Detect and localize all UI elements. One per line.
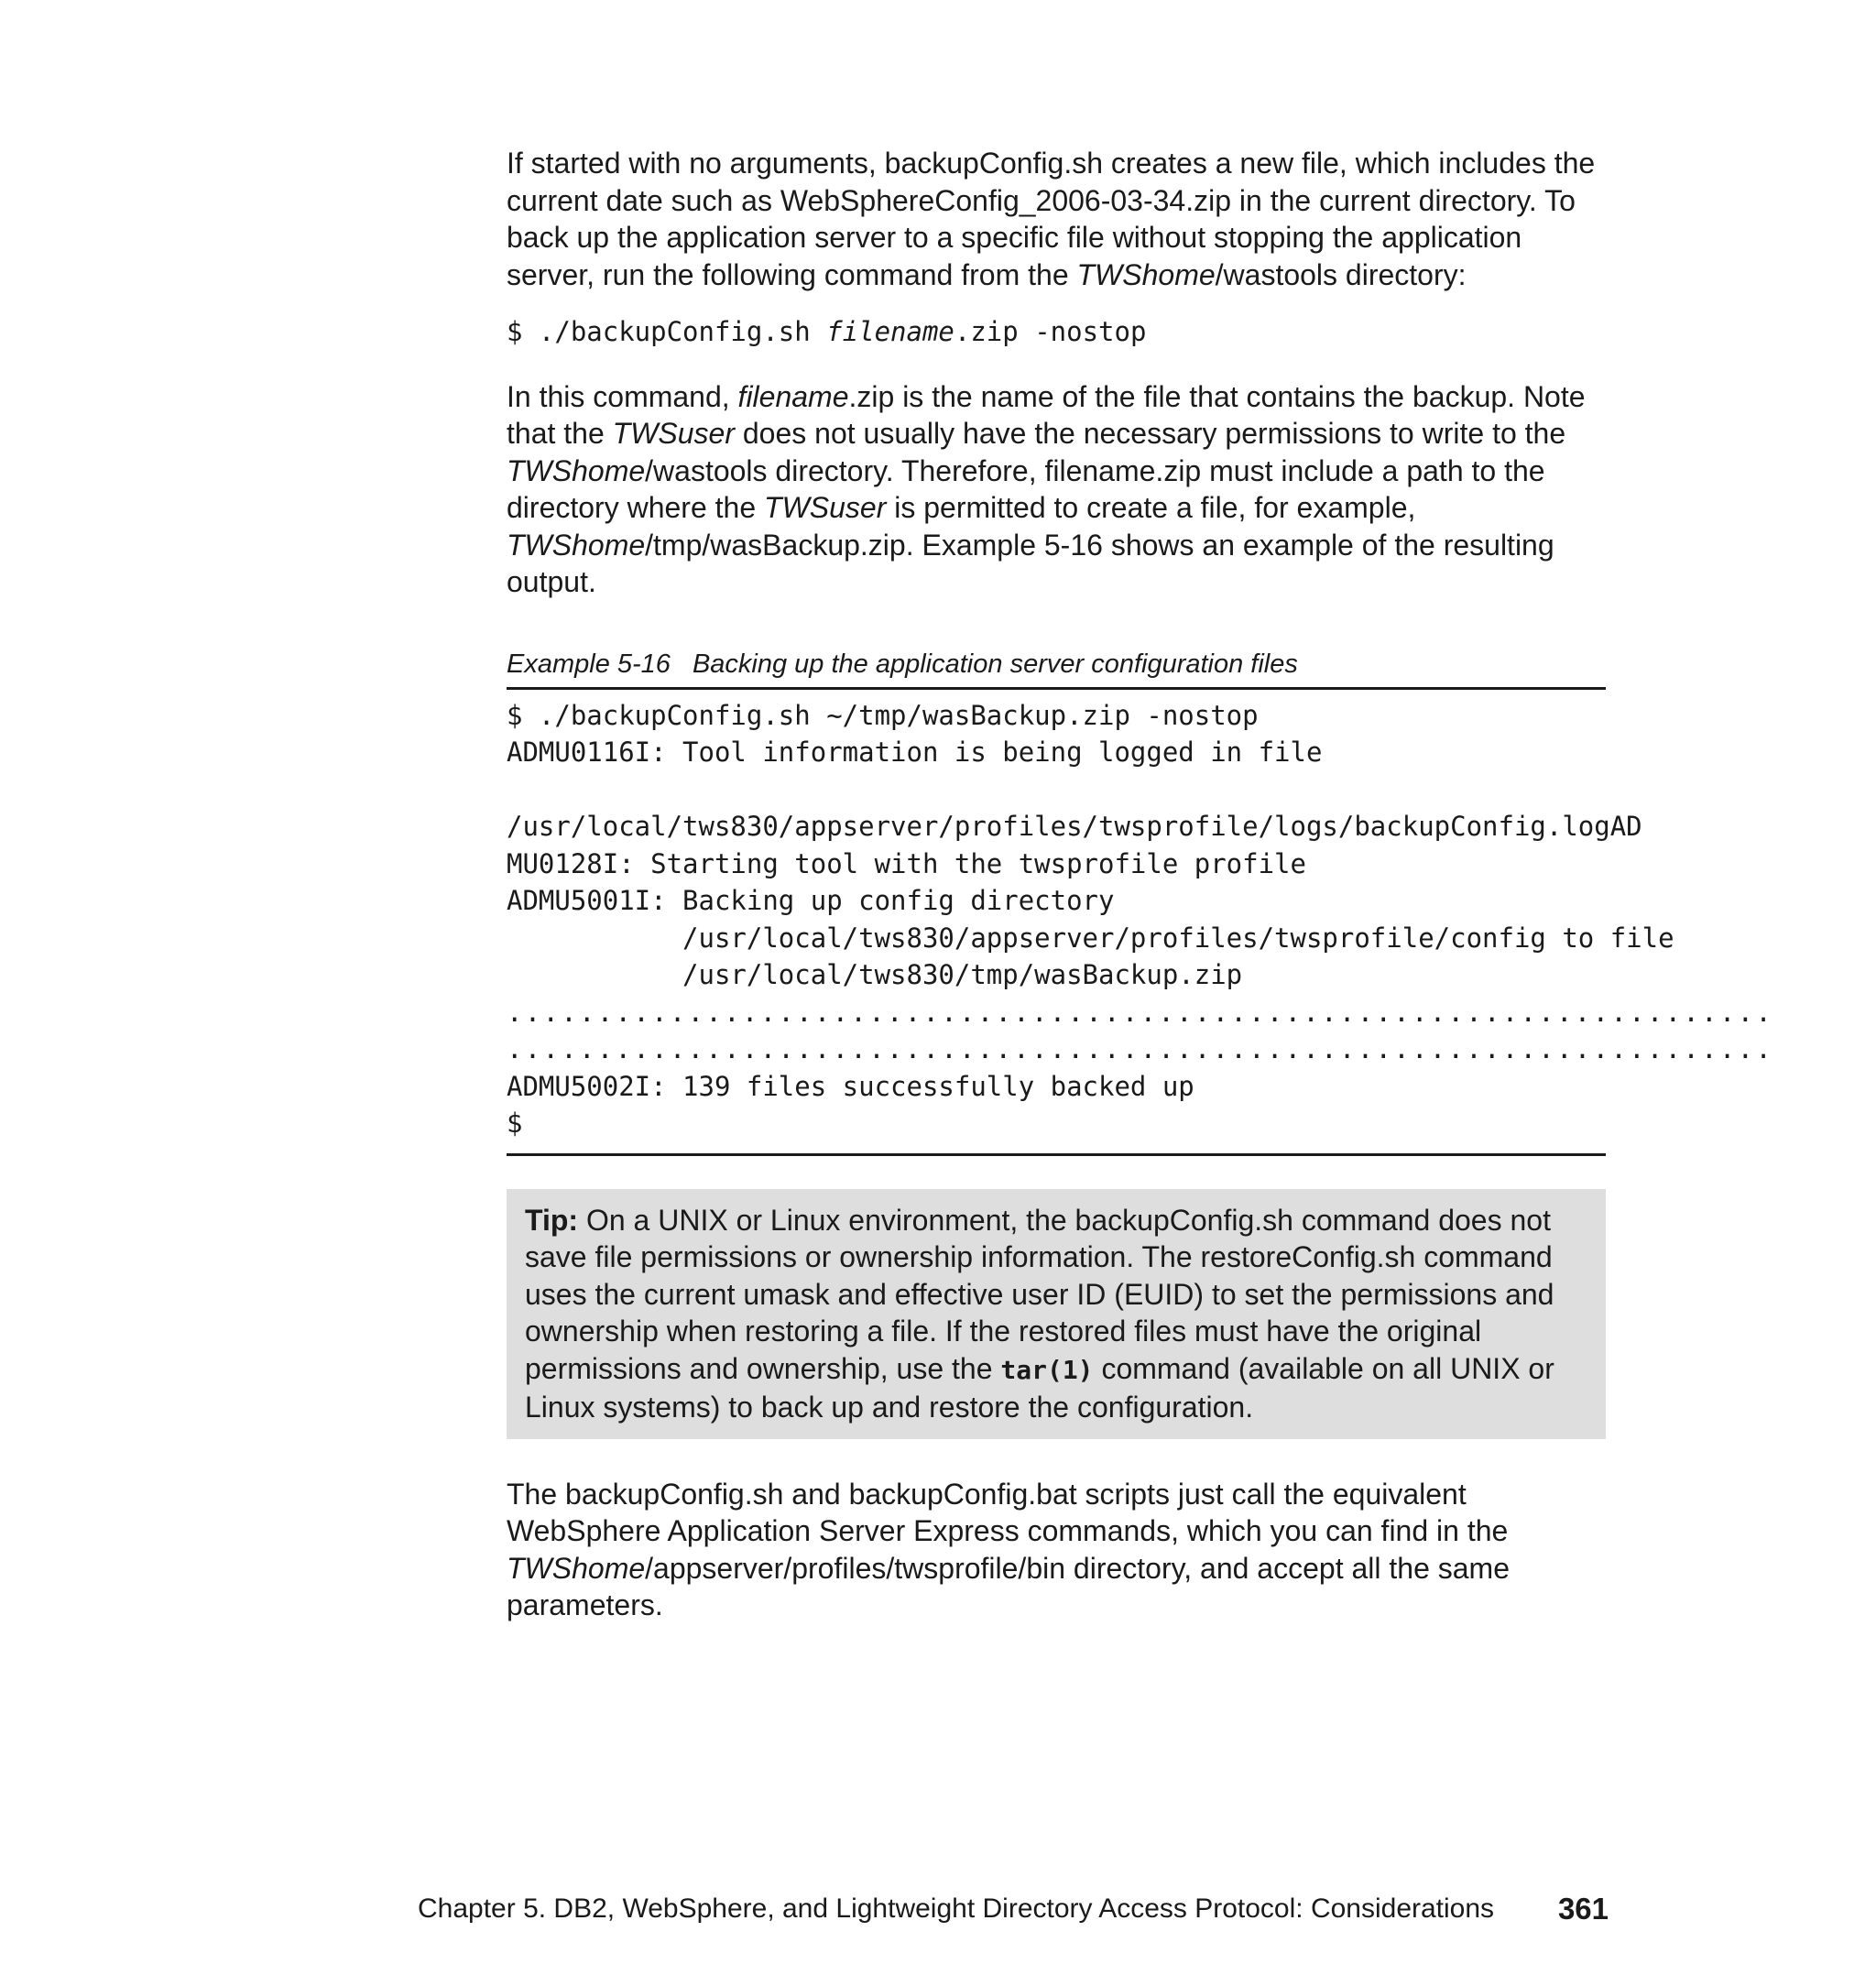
tip-text-1: On a UNIX or Linux environment, the backupConfig.sh command does not save file permissions or ownership information. The restoreConfig.sh command uses the current umask and effective user ID (EUID) to set the permissions and ownership when restoring a file. If the restored files must have the original permissions and ownership, use the bbox=[525, 1203, 1554, 1385]
backup-command bbox=[507, 313, 1606, 351]
page-content bbox=[507, 145, 1774, 1624]
explanation-text-1: In this command, bbox=[507, 379, 738, 413]
code-line: /usr/local/tws830/tmp/wasBackup.zip bbox=[507, 959, 1243, 990]
explanation-twshome: TWShome bbox=[507, 453, 646, 487]
example-caption bbox=[507, 647, 1606, 690]
tip-code: tar(1) bbox=[1000, 1354, 1094, 1385]
code-line: $ ./backupConfig.sh ~/tmp/wasBackup.zip -nostop bbox=[507, 699, 1259, 731]
command-prefix: $ ./backupConfig.sh bbox=[507, 316, 827, 347]
closing-twshome: TWShome bbox=[507, 1551, 646, 1585]
closing-text-1: The backupConfig.sh and backupConfig.bat scripts just call the equivalent WebSphere Application Server Express commands, which you can find in the bbox=[507, 1477, 1509, 1547]
code-line-dots: ...................................................................... bbox=[507, 996, 1774, 1028]
explanation-text-2: .zip is the name of the file that contains the backup. Note that the bbox=[507, 379, 1586, 450]
example-title: Backing up the application server configuration files bbox=[692, 649, 1298, 679]
explanation-text-6: /tmp/wasBackup.zip. Example 5-16 shows an example of the resulting output. bbox=[507, 528, 1554, 598]
tip-label: Tip: bbox=[525, 1203, 579, 1237]
code-line: /usr/local/tws830/appserver/profiles/twsprofile/config to file bbox=[507, 922, 1674, 954]
code-line: ADMU5001I: Backing up config directory bbox=[507, 885, 1115, 916]
closing-text-2: /appserver/profiles/twsprofile/bin directory, and accept all the same parameters. bbox=[507, 1551, 1510, 1621]
explanation-paragraph bbox=[507, 378, 1606, 601]
intro-text-2: /wastools directory: bbox=[1215, 257, 1467, 291]
explanation-twsuser-2: TWSuser bbox=[764, 491, 887, 524]
command-arg: filename bbox=[826, 316, 954, 347]
page-number: 361 bbox=[1557, 1892, 1609, 1926]
example-code-block bbox=[507, 690, 1774, 1156]
explanation-text-4: /wastools directory. Therefore, filename.zip must include a path to the directory where the bbox=[507, 453, 1545, 524]
code-line: /usr/local/tws830/appserver/profiles/twsprofile/logs/backupConfig.logAD bbox=[507, 811, 1642, 842]
example-label: Example 5-16 bbox=[507, 649, 671, 679]
code-line: ADMU5002I: 139 files successfully backed up bbox=[507, 1070, 1194, 1102]
page-footer bbox=[418, 1891, 1609, 1927]
tip-text-2: command (available on all UNIX or Linux systems) to back up and restore the configuration. bbox=[525, 1351, 1554, 1424]
explanation-text-5: is permitted to create a file, for example, bbox=[886, 491, 1416, 524]
code-line-dots: ...................................................................... bbox=[507, 1033, 1774, 1064]
explanation-twsuser: TWSuser bbox=[612, 417, 735, 450]
code-line: $ bbox=[507, 1108, 523, 1139]
explanation-filename: filename bbox=[737, 379, 849, 413]
intro-paragraph bbox=[507, 145, 1606, 293]
code-line-blank bbox=[507, 771, 1606, 809]
closing-paragraph bbox=[507, 1476, 1606, 1624]
tip-box bbox=[507, 1189, 1606, 1439]
explanation-twshome-2: TWShome bbox=[507, 528, 646, 562]
command-suffix: .zip -nostop bbox=[954, 316, 1147, 347]
chapter-title: Chapter 5. DB2, WebSphere, and Lightweight Directory Access Protocol: Considerations bbox=[418, 1893, 1495, 1924]
explanation-text-3: does not usually have the necessary permissions to write to the bbox=[734, 417, 1566, 450]
intro-twshome: TWShome bbox=[1076, 257, 1216, 291]
code-line: MU0128I: Starting tool with the twsprofile profile bbox=[507, 847, 1306, 879]
code-line: ADMU0116I: Tool information is being logged in file bbox=[507, 737, 1323, 768]
tip-text bbox=[525, 1202, 1587, 1426]
intro-text-1: If started with no arguments, backupConfig.sh creates a new file, which includes the current date such as WebSphereConfig_2006-03-34.zip in the current directory. To back up the application server to a specific file without stopping the application server, run the following command from the bbox=[507, 147, 1596, 291]
